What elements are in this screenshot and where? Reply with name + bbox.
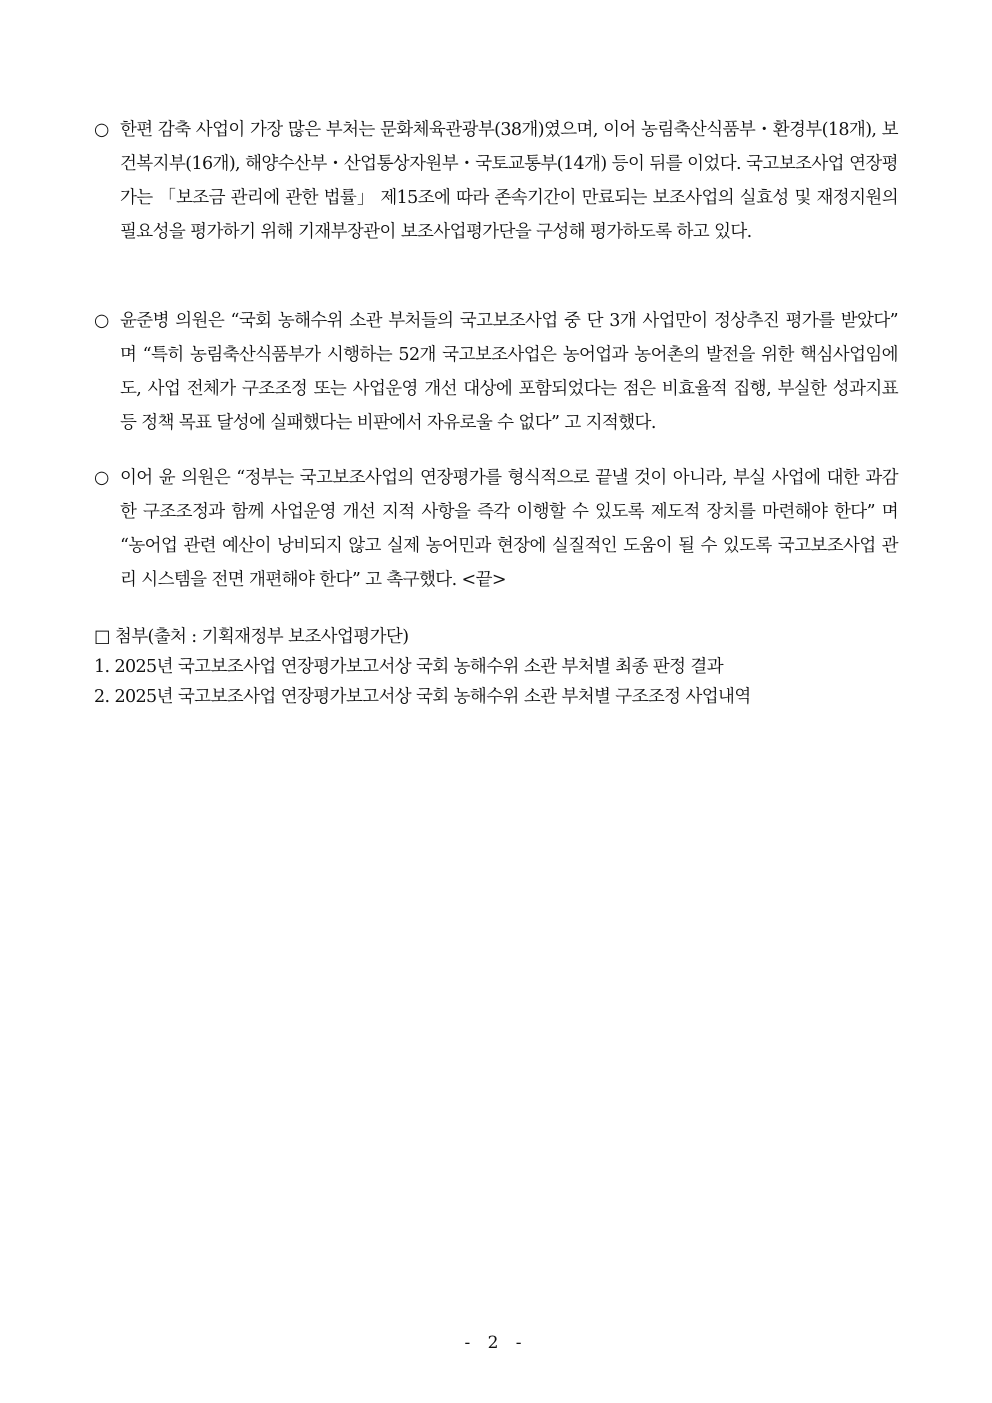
- attachments-section: [94, 622, 898, 712]
- attachment-item: 1. 2025년 국고보조사업 연장평가보고서상 국회 농해수위 소관 부처별 최종 판정 결과: [94, 657, 724, 677]
- circle-bullet-icon: ○: [94, 120, 109, 140]
- paragraph-text: 한편 감축 사업이 가장 많은 부처는 문화체육관광부(38개)였으며, 이어 농림축산식품부・환경부(18개), 보건복지부(16개), 해양수산부・산업통상자원부・국토교통부(14개) 등이 뒤를 이었다. 국고보조사업 연장평가는 「보조금 관리에 관한 법률」 제15조에 따라 존속기간이 만료되는 보조사업의 실효성 및 재정지원의 필요성을 평가하기 위해 기재부장관이 보조사업평가단을 구성해 평가하도록 하고 있다.: [120, 120, 898, 242]
- circle-bullet-icon: ○: [94, 468, 109, 488]
- attachment-item: 2. 2025년 국고보조사업 연장평가보고서상 국회 농해수위 소관 부처별 구조조정 사업내역: [94, 687, 751, 707]
- paragraph-text: 이어 윤 의원은 “정부는 국고보조사업의 연장평가를 형식적으로 끝낼 것이 아니라, 부실 사업에 대한 과감한 구조조정과 함께 사업운영 개선 지적 사항을 즉각 이행할 수 있도록 제도적 장치를 마련해야 한다” 며 “농어업 관련 예산이 낭비되지 않고 실제 농어민과 현장에 실질적인 도움이 될 수 있도록 국고보조사업 관리 시스템을 전면 개편해야 한다” 고 촉구했다. <끝>: [120, 468, 898, 590]
- paragraph-yoon-urge: [94, 461, 898, 597]
- page-number: - 2 -: [464, 1333, 528, 1353]
- attachments-heading: □ 첨부(출처 : 기획재정부 보조사업평가단): [94, 627, 409, 647]
- paragraph-reduction-ministries: [94, 113, 898, 249]
- paragraph-text: 윤준병 의원은 “국회 농해수위 소관 부처들의 국고보조사업 중 단 3개 사업만이 정상추진 평가를 받았다” 며 “특히 농림축산식품부가 시행하는 52개 국고보조사업은 농어업과 농어촌의 발전을 위한 핵심사업임에도, 사업 전체가 구조조정 또는 사업운영 개선 대상에 포함되었다는 점은 비효율적 집행, 부실한 성과지표 등 정책 목표 달성에 실패했다는 비판에서 자유로울 수 없다” 고 지적했다.: [120, 311, 898, 433]
- circle-bullet-icon: ○: [94, 311, 109, 331]
- paragraph-yoon-statement: [94, 304, 898, 440]
